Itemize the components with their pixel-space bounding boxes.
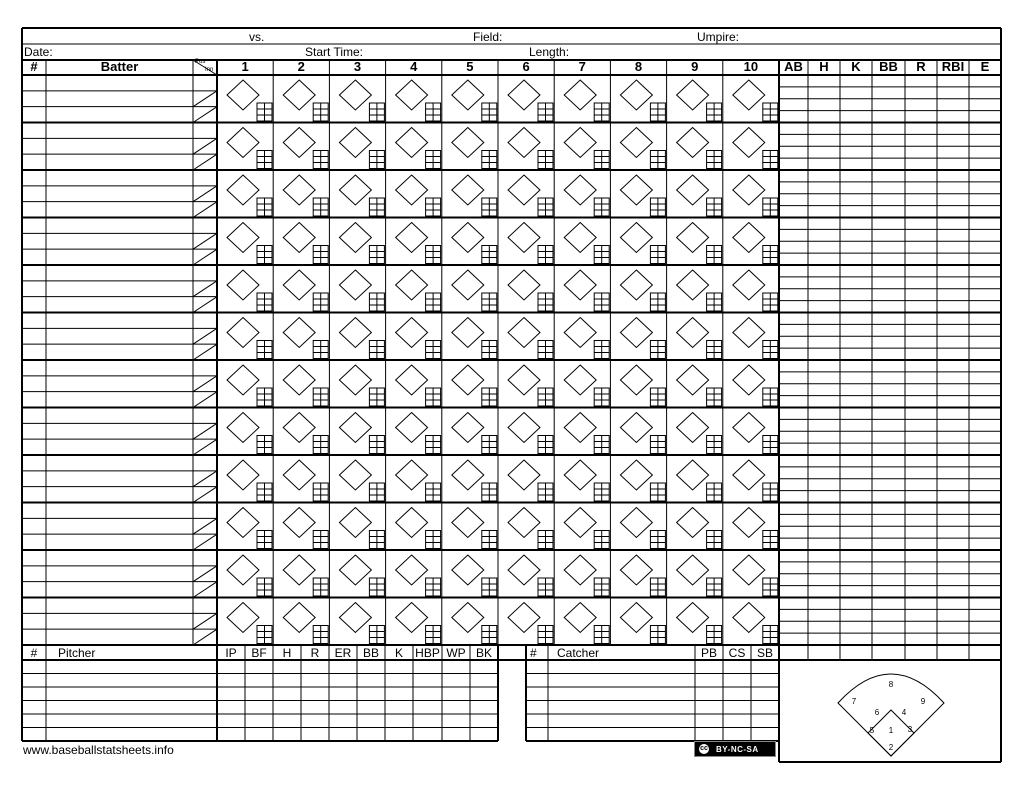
diamond-icon — [620, 365, 652, 395]
diamond-icon — [396, 270, 428, 300]
diamond-icon — [564, 175, 596, 205]
stat-header: E — [980, 59, 990, 74]
diamond-icon — [564, 555, 596, 585]
diamond-icon — [677, 508, 709, 538]
pitching-stat-header: K — [394, 646, 403, 660]
pos-diagonal — [193, 518, 217, 534]
pos-diagonal — [193, 613, 217, 629]
pitching-stat-header: ER — [334, 646, 352, 660]
inning-header: 5 — [466, 59, 474, 74]
diamond-icon — [452, 80, 484, 110]
diamond-icon — [283, 270, 315, 300]
diamond-icon — [620, 223, 652, 253]
diamond-icon — [620, 270, 652, 300]
diamond-icon — [227, 460, 259, 490]
pos-diagonal — [193, 138, 217, 154]
field-position-number: 1 — [888, 726, 894, 735]
pitching-stat-header: BF — [251, 646, 267, 660]
catching-stat-header: SB — [756, 646, 773, 660]
inning-header: 10 — [743, 59, 759, 74]
vs-label: vs. — [249, 30, 265, 44]
diamond-icon — [564, 603, 596, 633]
field-position-number: 9 — [920, 697, 926, 706]
diamond-icon — [339, 270, 371, 300]
diamond-icon — [227, 508, 259, 538]
stat-header: K — [851, 59, 861, 74]
diamond-icon — [283, 318, 315, 348]
diamond-icon — [452, 555, 484, 585]
diamond-icon — [339, 365, 371, 395]
diamond-icon — [339, 223, 371, 253]
diamond-icon — [508, 413, 540, 443]
diamond-icon — [283, 223, 315, 253]
pos-diagonal — [193, 202, 217, 218]
diamond-icon — [452, 223, 484, 253]
diamond-icon — [339, 555, 371, 585]
diamond-icon — [227, 223, 259, 253]
batter-header: Batter — [100, 59, 139, 74]
pos-diagonal — [193, 107, 217, 123]
umpire-label: Umpire: — [697, 30, 740, 44]
diamond-icon — [396, 128, 428, 158]
diamond-icon — [620, 413, 652, 443]
diamond-icon — [620, 603, 652, 633]
diamond-icon — [733, 318, 765, 348]
diamond-icon — [227, 318, 259, 348]
website-link[interactable]: www.baseballstatsheets.info — [23, 743, 174, 757]
diamond-icon — [620, 508, 652, 538]
diamond-icon — [396, 460, 428, 490]
field-position-number: 3 — [907, 725, 913, 734]
diamond-icon — [227, 365, 259, 395]
pos-diagonal — [193, 534, 217, 550]
pos-diagonal — [193, 249, 217, 265]
pitching-stat-header: BK — [475, 646, 492, 660]
diamond-icon — [339, 128, 371, 158]
field-position-number: 8 — [888, 680, 894, 689]
diamond-icon — [396, 365, 428, 395]
diamond-icon — [733, 80, 765, 110]
diamond-icon — [508, 603, 540, 633]
pos-label: Pos — [195, 59, 206, 65]
diamond-icon — [452, 603, 484, 633]
diamond-icon — [339, 508, 371, 538]
diamond-icon — [564, 270, 596, 300]
diamond-icon — [677, 365, 709, 395]
inning-header: 3 — [353, 59, 362, 74]
catching-stat-header: CS — [728, 646, 746, 660]
diamond-icon — [677, 413, 709, 443]
diamond-icon — [396, 80, 428, 110]
diamond-icon — [283, 460, 315, 490]
diamond-icon — [227, 128, 259, 158]
diamond-icon — [733, 603, 765, 633]
start-time-label: Start Time: — [305, 45, 364, 59]
diamond-icon — [620, 128, 652, 158]
pos-diagonal — [193, 281, 217, 297]
pos-diagonal — [193, 423, 217, 439]
diamond-icon — [452, 128, 484, 158]
pos-diagonal — [193, 376, 217, 392]
diamond-icon — [396, 603, 428, 633]
diamond-icon — [677, 460, 709, 490]
pitching-stat-header: BB — [362, 646, 379, 660]
diamond-icon — [339, 175, 371, 205]
diamond-icon — [733, 555, 765, 585]
pitching-stat-header: HBP — [415, 646, 440, 660]
diamond-icon — [564, 223, 596, 253]
diamond-icon — [508, 175, 540, 205]
diamond-icon — [564, 460, 596, 490]
diamond-icon — [452, 270, 484, 300]
inning-header: 9 — [691, 59, 699, 74]
catcher-number-header: # — [530, 646, 537, 660]
diamond-icon — [396, 555, 428, 585]
diamond-icon — [620, 175, 652, 205]
diamond-icon — [733, 413, 765, 443]
diamond-icon — [339, 80, 371, 110]
pos-diagonal — [193, 154, 217, 170]
diamond-icon — [452, 318, 484, 348]
pos-diagonal — [193, 439, 217, 455]
stat-header: BB — [879, 59, 898, 74]
diamond-icon — [733, 365, 765, 395]
pos-diagonal — [193, 233, 217, 249]
diamond-icon — [227, 413, 259, 443]
diamond-icon — [677, 128, 709, 158]
diamond-icon — [283, 508, 315, 538]
diamond-icon — [508, 508, 540, 538]
stat-header: RBI — [941, 59, 965, 74]
diamond-icon — [508, 460, 540, 490]
diamond-icon — [283, 80, 315, 110]
diamond-icon — [452, 175, 484, 205]
diamond-icon — [564, 128, 596, 158]
field-position-number: 4 — [901, 708, 907, 717]
pitching-stat-header: IP — [225, 646, 237, 660]
stat-header: R — [916, 59, 926, 74]
pos-diagonal — [193, 566, 217, 582]
license-badge — [694, 741, 776, 757]
pos-diagonal — [193, 344, 217, 360]
diamond-icon — [733, 128, 765, 158]
diamond-icon — [339, 603, 371, 633]
diamond-icon — [283, 365, 315, 395]
diamond-icon — [620, 80, 652, 110]
diamond-icon — [733, 270, 765, 300]
diamond-icon — [677, 80, 709, 110]
pos-diagonal — [193, 297, 217, 313]
pos-diagonal — [193, 392, 217, 408]
diamond-icon — [508, 223, 540, 253]
diamond-icon — [339, 318, 371, 348]
cc-logo-text: cc — [700, 745, 708, 752]
pos-diagonal — [193, 582, 217, 598]
batter-number-header: # — [30, 59, 38, 74]
diamond-icon — [396, 318, 428, 348]
diamond-icon — [452, 508, 484, 538]
stat-header: AB — [784, 59, 803, 74]
field-position-number: 6 — [874, 708, 880, 717]
diamond-icon — [227, 603, 259, 633]
diamond-icon — [283, 413, 315, 443]
license-text: BY-NC-SA — [716, 745, 759, 754]
diamond-icon — [620, 318, 652, 348]
diamond-icon — [283, 603, 315, 633]
diamond-icon — [227, 175, 259, 205]
field-position-number: 7 — [851, 697, 857, 706]
pitcher-number-header: # — [30, 646, 38, 660]
catching-stat-header: PB — [700, 646, 717, 660]
diamond-icon — [508, 555, 540, 585]
diamond-icon — [227, 270, 259, 300]
diamond-icon — [396, 223, 428, 253]
diamond-icon — [452, 365, 484, 395]
pitching-stat-header: WP — [446, 646, 466, 660]
field-position-number: 5 — [869, 726, 875, 735]
diamond-icon — [677, 318, 709, 348]
diamond-icon — [564, 365, 596, 395]
diamond-icon — [452, 413, 484, 443]
diamond-icon — [564, 508, 596, 538]
cc-logo-icon — [698, 743, 710, 755]
diamond-icon — [564, 318, 596, 348]
diamond-icon — [733, 175, 765, 205]
diamond-icon — [677, 603, 709, 633]
diamond-icon — [677, 270, 709, 300]
field-label: Field: — [473, 30, 503, 44]
diamond-icon — [677, 223, 709, 253]
diamond-icon — [227, 80, 259, 110]
diamond-icon — [452, 460, 484, 490]
diamond-icon — [396, 175, 428, 205]
inning-header: 8 — [634, 59, 643, 74]
diamond-icon — [733, 508, 765, 538]
diamond-icon — [339, 413, 371, 443]
pos-diagonal — [193, 471, 217, 487]
diamond-icon — [508, 270, 540, 300]
diamond-icon — [283, 128, 315, 158]
pos-diagonal — [193, 328, 217, 344]
diamond-icon — [564, 80, 596, 110]
diamond-icon — [733, 223, 765, 253]
inning-header: 2 — [297, 59, 305, 74]
diamond-icon — [677, 555, 709, 585]
pos-diagonal — [193, 186, 217, 202]
inning-header: 1 — [241, 59, 249, 74]
diamond-icon — [677, 175, 709, 205]
diamond-icon — [396, 508, 428, 538]
diamond-icon — [564, 413, 596, 443]
inning-header: 7 — [578, 59, 586, 74]
pitching-stat-header: R — [310, 646, 320, 660]
inn-label: Inn — [205, 67, 214, 73]
field-position-number: 2 — [888, 743, 894, 752]
diamond-icon — [283, 555, 315, 585]
diamond-icon — [508, 318, 540, 348]
pos-diagonal — [193, 487, 217, 503]
length-label: Length: — [529, 45, 570, 59]
pos-diagonal — [193, 91, 217, 107]
diamond-icon — [508, 365, 540, 395]
date-label: Date: — [24, 45, 53, 59]
catcher-header: Catcher — [557, 646, 600, 660]
diamond-icon — [620, 555, 652, 585]
diamond-icon — [508, 80, 540, 110]
stat-header: H — [819, 59, 829, 74]
inning-header: 4 — [410, 59, 418, 74]
diamond-icon — [227, 555, 259, 585]
diamond-icon — [508, 128, 540, 158]
diamond-icon — [733, 460, 765, 490]
pos-diagonal — [193, 629, 217, 645]
pitcher-header: Pitcher — [58, 646, 96, 660]
diamond-icon — [396, 413, 428, 443]
diamond-icon — [620, 460, 652, 490]
diamond-icon — [283, 175, 315, 205]
pitching-stat-header: H — [282, 646, 292, 660]
inning-header: 6 — [522, 59, 530, 74]
diamond-icon — [339, 460, 371, 490]
